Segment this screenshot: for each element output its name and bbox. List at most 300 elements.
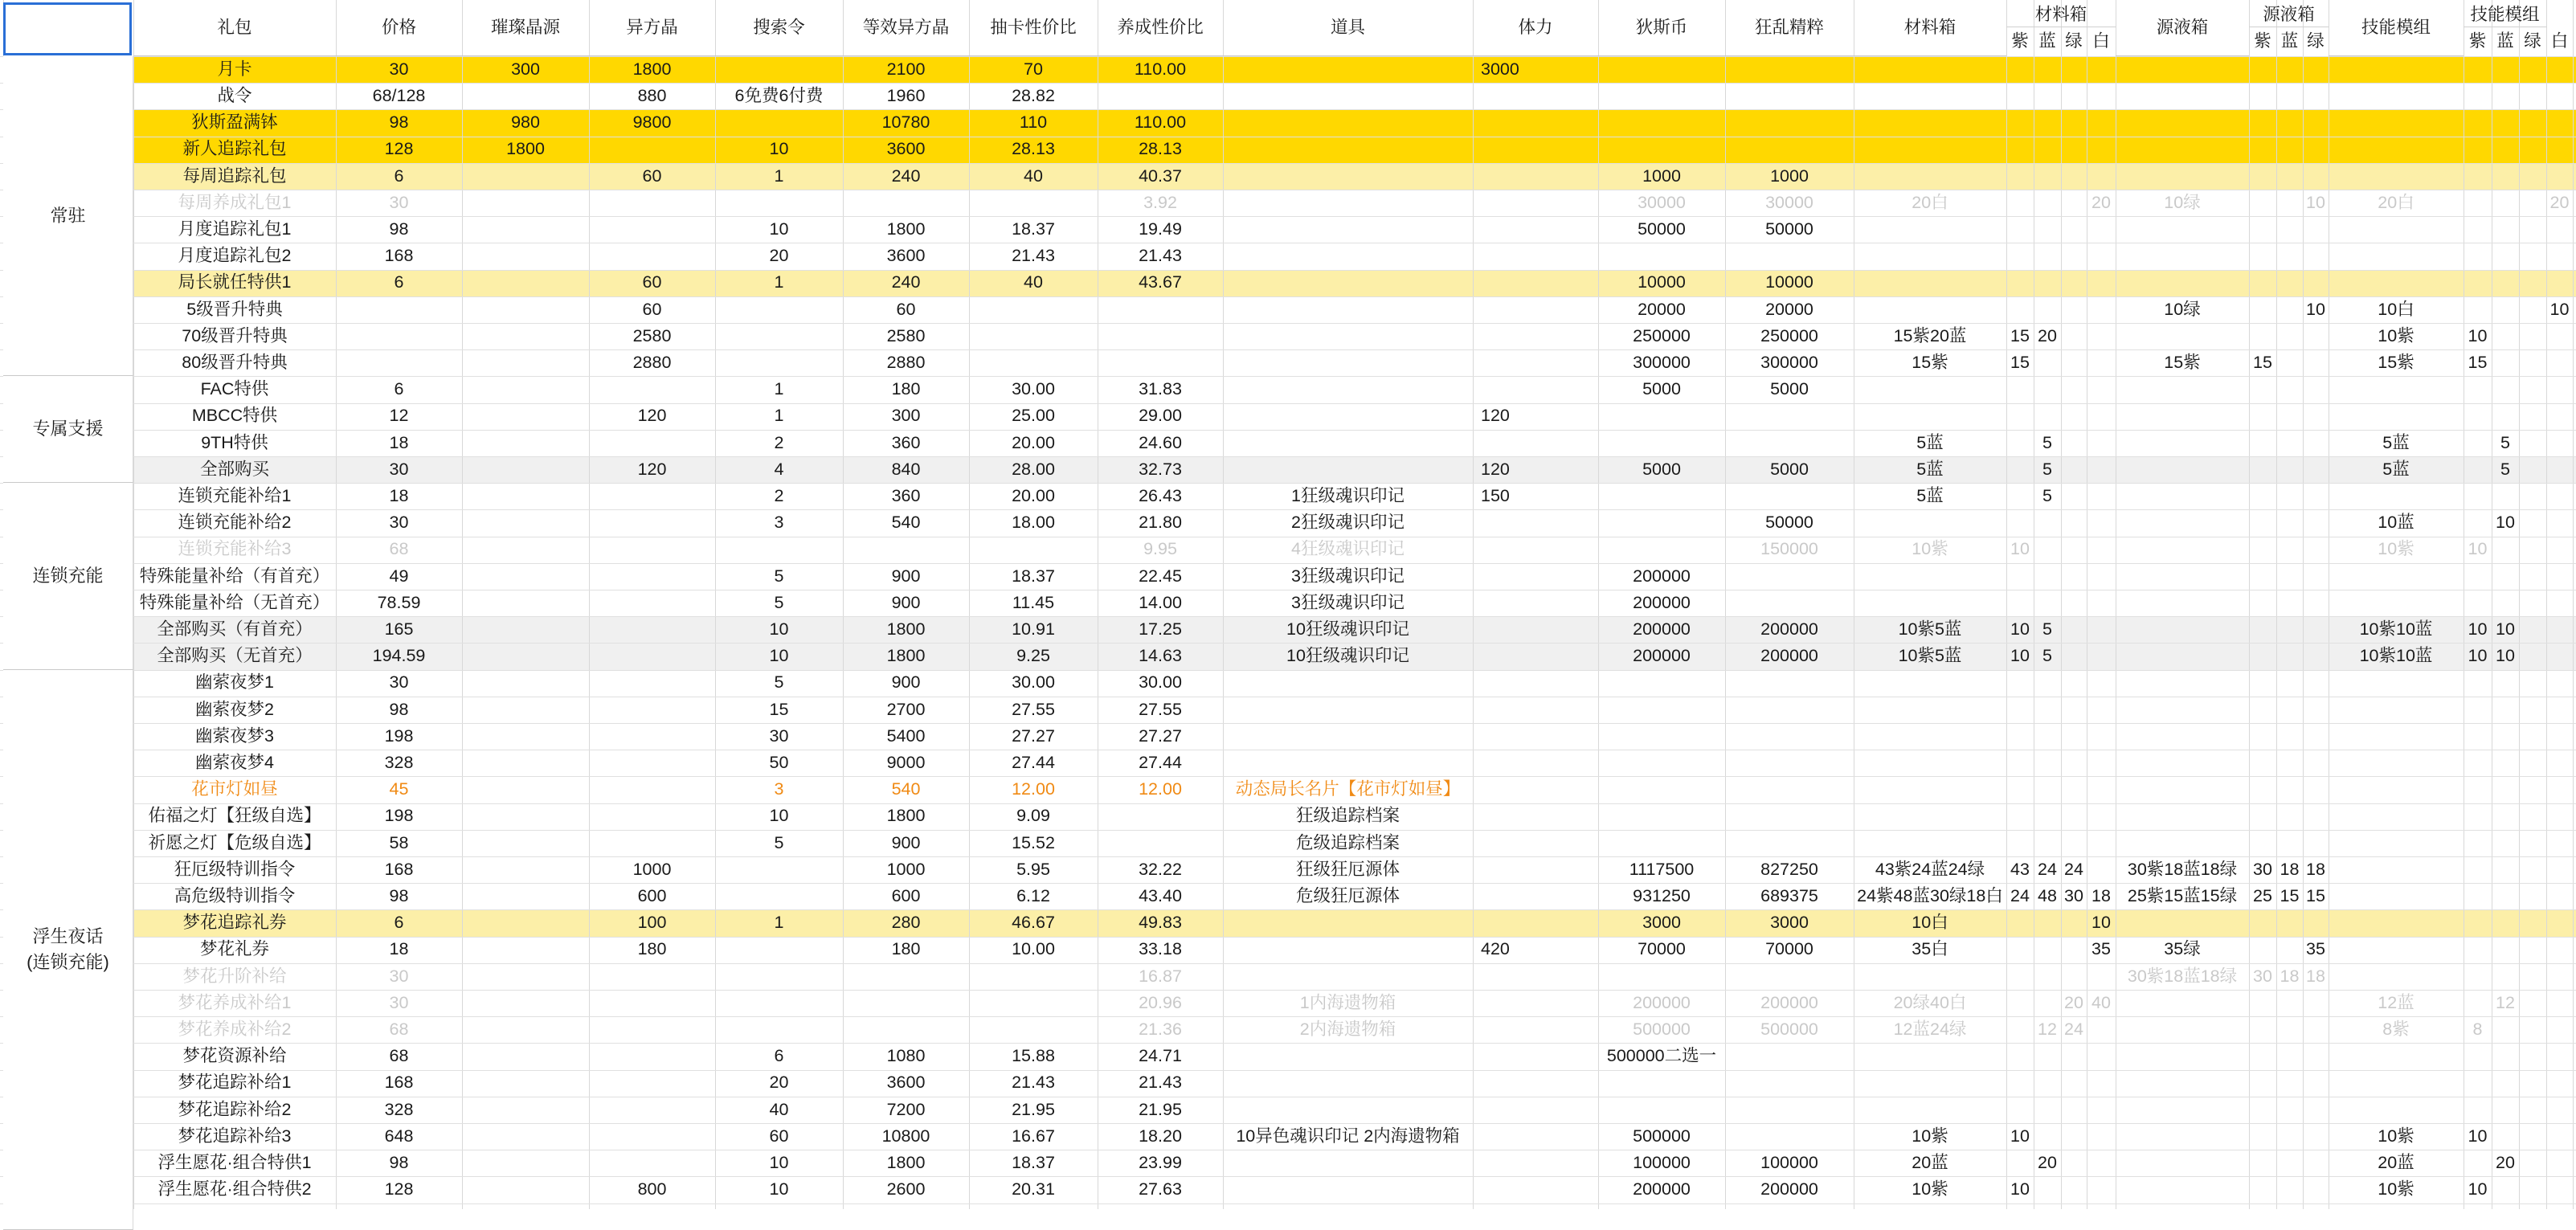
data-cell[interactable]: 98 xyxy=(389,219,409,239)
data-cell[interactable]: 15 xyxy=(769,699,789,719)
data-cell[interactable]: 300000 xyxy=(1760,352,1818,372)
row-label[interactable]: 幽萦夜梦1 xyxy=(195,672,274,693)
column-group-header[interactable]: 材料箱 xyxy=(2006,3,2116,27)
row-label[interactable]: 全部购买（无首充） xyxy=(157,646,313,666)
column-subheader[interactable]: 紫 xyxy=(2011,31,2029,51)
data-cell[interactable]: 10紫5蓝 xyxy=(1898,646,1962,666)
row-label[interactable]: 梦花追踪补给1 xyxy=(178,1073,292,1093)
data-cell[interactable]: 16.87 xyxy=(1139,966,1182,986)
data-cell[interactable]: 35 xyxy=(2091,939,2111,959)
column-header[interactable]: 价格 xyxy=(336,0,462,56)
data-cell[interactable]: 25 xyxy=(2253,885,2272,905)
column-subheader[interactable]: 蓝 xyxy=(2280,31,2299,51)
column-header[interactable]: 搜索令 xyxy=(715,0,843,56)
data-cell[interactable]: 5 xyxy=(2042,646,2052,666)
column-subheader[interactable]: 绿 xyxy=(2307,31,2325,51)
data-cell[interactable]: 动态局长名片【花市灯如昼】 xyxy=(1235,779,1461,799)
data-cell[interactable]: 10000 xyxy=(1765,272,1813,292)
data-cell[interactable]: 1 xyxy=(774,379,784,399)
data-cell[interactable]: 20 xyxy=(2549,192,2570,212)
data-cell[interactable]: 危级追踪档案 xyxy=(1295,832,1400,852)
data-cell[interactable]: 3600 xyxy=(886,246,926,266)
data-cell[interactable]: 68 xyxy=(389,539,409,559)
data-cell[interactable]: 26.43 xyxy=(1139,485,1182,505)
data-cell[interactable]: 420 xyxy=(1481,939,1510,959)
data-cell[interactable]: 43.67 xyxy=(1139,272,1182,292)
data-cell[interactable]: 200000 xyxy=(1633,566,1691,586)
data-cell[interactable]: 10.91 xyxy=(1012,619,1055,639)
data-cell[interactable]: 10狂级魂识印记 xyxy=(1286,619,1409,639)
data-cell[interactable]: 1000 xyxy=(632,859,672,879)
data-cell[interactable]: 60 xyxy=(896,299,916,319)
data-cell[interactable]: 24 xyxy=(2010,885,2030,905)
data-cell[interactable]: 18 xyxy=(389,939,409,959)
data-cell[interactable]: 19.49 xyxy=(1139,219,1182,239)
data-cell[interactable]: 43.40 xyxy=(1139,885,1182,905)
data-cell[interactable]: 50000 xyxy=(1765,219,1813,239)
data-cell[interactable]: 3000 xyxy=(1770,913,1809,933)
data-cell[interactable]: 5 xyxy=(2500,459,2510,479)
data-cell[interactable]: 28.00 xyxy=(1012,459,1055,479)
data-cell[interactable]: 880 xyxy=(637,85,667,105)
data-cell[interactable]: 200000 xyxy=(1633,646,1691,666)
data-cell[interactable]: 1800 xyxy=(886,1152,926,1172)
data-cell[interactable]: 40 xyxy=(2091,992,2111,1012)
data-cell[interactable]: 100000 xyxy=(1760,1152,1818,1172)
data-cell[interactable]: 14.00 xyxy=(1139,592,1182,612)
data-cell[interactable]: 110.00 xyxy=(1134,59,1187,79)
column-header[interactable]: 抽卡性价比 xyxy=(969,0,1098,56)
data-cell[interactable]: 1800 xyxy=(886,806,926,826)
data-cell[interactable]: 10绿 xyxy=(2164,192,2201,212)
data-cell[interactable]: 3 xyxy=(774,513,784,533)
data-cell[interactable]: 120 xyxy=(1481,459,1510,479)
data-cell[interactable]: 32.22 xyxy=(1139,859,1182,879)
data-cell[interactable]: 10紫 xyxy=(1912,1179,1948,1199)
data-cell[interactable]: 30 xyxy=(389,672,409,693)
data-cell[interactable]: 100 xyxy=(637,913,667,933)
row-label[interactable]: 梦花追踪补给2 xyxy=(178,1099,292,1119)
row-label[interactable]: 特殊能量补给（有首充） xyxy=(139,566,330,586)
data-cell[interactable]: 200000 xyxy=(1633,592,1691,612)
row-label[interactable]: 梦花追踪礼券 xyxy=(182,913,287,933)
data-cell[interactable]: 15 xyxy=(2468,352,2488,372)
column-group-header[interactable]: 技能模组 xyxy=(2464,3,2546,27)
column-subheader[interactable]: 绿 xyxy=(2065,31,2083,51)
data-cell[interactable]: 27.55 xyxy=(1012,699,1055,719)
data-cell[interactable]: 827250 xyxy=(1760,859,1818,879)
row-label[interactable]: 幽萦夜梦2 xyxy=(195,699,274,719)
data-cell[interactable]: 31.83 xyxy=(1139,379,1182,399)
data-cell[interactable]: 150 xyxy=(1481,485,1510,505)
row-label[interactable]: 浮生愿花·组合特供2 xyxy=(157,1179,312,1199)
data-cell[interactable]: 18 xyxy=(389,432,409,452)
data-cell[interactable]: 5000 xyxy=(1770,379,1809,399)
data-cell[interactable]: 5000 xyxy=(1770,459,1809,479)
data-cell[interactable]: 20 xyxy=(769,246,789,266)
column-header[interactable]: 源液箱 xyxy=(2116,0,2249,56)
data-cell[interactable]: 6 xyxy=(774,1046,784,1066)
data-cell[interactable]: 10白 xyxy=(2378,299,2414,319)
data-cell[interactable]: 1800 xyxy=(886,646,926,666)
row-label[interactable]: 月卡 xyxy=(217,59,252,79)
row-label[interactable]: 梦花养成补给1 xyxy=(178,992,292,1012)
data-cell[interactable]: 40 xyxy=(1024,272,1043,292)
column-header[interactable]: 狂乱精粹 xyxy=(1725,0,1854,56)
data-cell[interactable]: 78.59 xyxy=(377,592,421,612)
data-cell[interactable]: 1内海遗物箱 xyxy=(1299,992,1396,1012)
data-cell[interactable]: 43紫24蓝24绿 xyxy=(1875,859,1985,879)
data-cell[interactable]: 14.63 xyxy=(1139,646,1182,666)
data-cell[interactable]: 10紫10蓝 xyxy=(2359,646,2433,666)
data-cell[interactable]: 12 xyxy=(389,406,409,426)
data-cell[interactable]: 2狂级魂识印记 xyxy=(1291,513,1405,533)
data-cell[interactable]: 60 xyxy=(642,299,662,319)
data-cell[interactable]: 1狂级魂识印记 xyxy=(1291,485,1405,505)
row-label[interactable]: 新人追踪礼包 xyxy=(182,139,287,159)
data-cell[interactable]: 15 xyxy=(2010,325,2030,345)
column-subheader[interactable]: 蓝 xyxy=(2038,31,2056,51)
data-cell[interactable]: 22.45 xyxy=(1139,566,1182,586)
column-header[interactable]: 璀璨晶源 xyxy=(462,0,589,56)
data-cell[interactable]: 98 xyxy=(389,885,409,905)
data-cell[interactable]: 5 xyxy=(774,672,784,693)
data-cell[interactable]: 10 xyxy=(769,1179,789,1199)
category-cell[interactable]: 常驻 xyxy=(3,56,133,376)
data-cell[interactable]: 18 xyxy=(2280,966,2300,986)
data-cell[interactable]: 49.83 xyxy=(1139,913,1182,933)
data-cell[interactable]: 600 xyxy=(891,885,921,905)
data-cell[interactable]: 10 xyxy=(769,806,789,826)
data-cell[interactable]: 200000 xyxy=(1760,1179,1818,1199)
data-cell[interactable]: 500000 xyxy=(1633,1126,1691,1146)
column-subheader[interactable]: 绿 xyxy=(2524,31,2541,51)
column-header[interactable]: 技能模组 xyxy=(2329,0,2464,56)
data-cell[interactable]: 10紫 xyxy=(2378,1126,2414,1146)
column-subheader[interactable]: 白 xyxy=(2550,31,2569,51)
data-cell[interactable]: 500000 xyxy=(1760,1019,1818,1039)
data-cell[interactable]: 3狂级魂识印记 xyxy=(1291,592,1405,612)
data-cell[interactable]: 1117500 xyxy=(1629,859,1695,879)
data-cell[interactable]: 1800 xyxy=(506,139,545,159)
row-label[interactable]: 月度追踪礼包2 xyxy=(178,246,292,266)
data-cell[interactable]: 1800 xyxy=(886,219,926,239)
data-cell[interactable]: 168 xyxy=(384,1073,414,1093)
data-cell[interactable]: 5 xyxy=(774,566,784,586)
column-subheader[interactable]: 蓝 xyxy=(2496,31,2514,51)
data-cell[interactable]: 23.99 xyxy=(1139,1152,1182,1172)
row-label[interactable]: 幽萦夜梦4 xyxy=(195,752,274,772)
data-cell[interactable]: 40.37 xyxy=(1139,165,1182,186)
data-cell[interactable]: 30 xyxy=(389,459,409,479)
data-cell[interactable]: 98 xyxy=(389,112,409,133)
data-cell[interactable]: 2580 xyxy=(886,325,926,345)
data-cell[interactable]: 48 xyxy=(2038,885,2057,905)
data-cell[interactable]: 21.36 xyxy=(1139,1019,1182,1039)
data-cell[interactable]: 931250 xyxy=(1633,885,1691,905)
data-cell[interactable]: 250000 xyxy=(1633,325,1691,345)
data-cell[interactable]: 60 xyxy=(642,165,662,186)
data-cell[interactable]: 10紫 xyxy=(1912,1126,1948,1146)
data-cell[interactable]: 9000 xyxy=(886,752,926,772)
column-subheader[interactable]: 白 xyxy=(2092,31,2110,51)
data-cell[interactable]: 20.96 xyxy=(1139,992,1182,1012)
data-cell[interactable]: 狂级追踪档案 xyxy=(1295,806,1400,826)
row-label[interactable]: 连锁充能补给1 xyxy=(178,485,292,505)
data-cell[interactable]: 15紫 xyxy=(1912,352,1948,372)
data-cell[interactable]: 100000 xyxy=(1633,1152,1691,1172)
data-cell[interactable]: 540 xyxy=(891,513,921,533)
data-cell[interactable]: 24 xyxy=(2038,859,2057,879)
data-cell[interactable]: 900 xyxy=(891,592,921,612)
data-cell[interactable]: 10780 xyxy=(881,112,930,133)
row-label[interactable]: 全部购买（有首充） xyxy=(157,619,313,639)
category-cell[interactable]: 连锁充能 xyxy=(3,483,133,669)
row-label[interactable]: 5级晋升特典 xyxy=(186,299,283,319)
data-cell[interactable]: 1080 xyxy=(886,1046,926,1066)
data-cell[interactable]: 5000 xyxy=(1642,379,1681,399)
data-cell[interactable]: 198 xyxy=(384,725,414,746)
data-cell[interactable]: 128 xyxy=(384,139,414,159)
data-cell[interactable]: 24 xyxy=(2064,859,2083,879)
data-cell[interactable]: 98 xyxy=(389,1152,409,1172)
data-cell[interactable]: 68 xyxy=(389,1046,409,1066)
data-cell[interactable]: 1800 xyxy=(632,59,672,79)
data-cell[interactable]: 30 xyxy=(389,966,409,986)
data-cell[interactable]: 20.00 xyxy=(1012,432,1055,452)
data-cell[interactable]: 540 xyxy=(891,779,921,799)
data-cell[interactable]: 3.92 xyxy=(1143,192,1177,212)
data-cell[interactable]: 2600 xyxy=(886,1179,926,1199)
data-cell[interactable]: 200000 xyxy=(1633,619,1691,639)
row-label[interactable]: 花市灯如昼 xyxy=(191,779,278,799)
data-cell[interactable]: 20 xyxy=(2038,325,2057,345)
data-cell[interactable]: 360 xyxy=(891,432,921,452)
data-cell[interactable]: 12蓝 xyxy=(2378,992,2414,1012)
data-cell[interactable]: 10 xyxy=(2306,192,2325,212)
data-cell[interactable]: 360 xyxy=(891,485,921,505)
data-cell[interactable]: 10800 xyxy=(881,1126,930,1146)
data-cell[interactable]: 120 xyxy=(637,459,667,479)
data-cell[interactable]: 30.00 xyxy=(1139,672,1182,693)
data-cell[interactable]: 20白 xyxy=(2378,192,2414,212)
data-cell[interactable]: 2580 xyxy=(632,325,672,345)
data-cell[interactable]: 4狂级魂识印记 xyxy=(1291,539,1405,559)
data-cell[interactable]: 840 xyxy=(891,459,921,479)
data-cell[interactable]: 60 xyxy=(769,1126,789,1146)
row-label[interactable]: 特殊能量补给（无首充） xyxy=(139,592,330,612)
data-cell[interactable]: 5蓝 xyxy=(2382,432,2410,452)
data-cell[interactable]: 10 xyxy=(2468,1126,2488,1146)
data-cell[interactable]: 15 xyxy=(2306,885,2325,905)
data-cell[interactable]: 328 xyxy=(384,1099,414,1119)
data-cell[interactable]: 10000 xyxy=(1638,272,1686,292)
data-cell[interactable]: 24.71 xyxy=(1139,1046,1182,1066)
data-cell[interactable]: 11.45 xyxy=(1012,592,1055,612)
data-cell[interactable]: 1 xyxy=(774,272,784,292)
data-cell[interactable]: 12蓝24绿 xyxy=(1893,1019,1967,1039)
data-cell[interactable]: 12.00 xyxy=(1139,779,1182,799)
data-cell[interactable]: 10紫 xyxy=(2378,325,2414,345)
data-cell[interactable]: 648 xyxy=(384,1126,414,1146)
data-cell[interactable]: 200000 xyxy=(1633,1179,1691,1199)
data-cell[interactable]: 21.43 xyxy=(1012,246,1055,266)
data-cell[interactable]: 3600 xyxy=(886,1073,926,1093)
data-cell[interactable]: 1000 xyxy=(1770,165,1809,186)
data-cell[interactable]: 5 xyxy=(2042,619,2052,639)
data-cell[interactable]: 6 xyxy=(394,165,404,186)
data-cell[interactable]: 2100 xyxy=(886,59,926,79)
data-cell[interactable]: 165 xyxy=(384,619,414,639)
data-cell[interactable]: 30 xyxy=(769,725,789,746)
data-cell[interactable]: 30000 xyxy=(1638,192,1686,212)
data-cell[interactable]: 280 xyxy=(891,913,921,933)
row-label[interactable]: 狄斯盈满钵 xyxy=(191,112,278,133)
data-cell[interactable]: 20绿40白 xyxy=(1893,992,1967,1012)
data-cell[interactable]: 200000 xyxy=(1633,992,1691,1012)
data-cell[interactable]: 500000 xyxy=(1633,1019,1691,1039)
data-cell[interactable]: 10紫 xyxy=(2378,1179,2414,1199)
data-cell[interactable]: 20 xyxy=(769,1073,789,1093)
data-cell[interactable]: 15紫20蓝 xyxy=(1893,325,1967,345)
data-cell[interactable]: 50 xyxy=(769,752,789,772)
data-cell[interactable]: 5蓝 xyxy=(1916,432,1944,452)
data-cell[interactable]: 10紫5蓝 xyxy=(1898,619,1962,639)
data-cell[interactable]: 20000 xyxy=(1765,299,1813,319)
data-cell[interactable]: 20 xyxy=(2091,192,2111,212)
data-cell[interactable]: 27.27 xyxy=(1139,725,1182,746)
row-label[interactable]: 佑福之灯【狂级自选】 xyxy=(148,806,321,826)
data-cell[interactable]: 10.00 xyxy=(1012,939,1055,959)
row-label[interactable]: 梦花追踪补给3 xyxy=(178,1126,292,1146)
column-header[interactable]: 材料箱 xyxy=(1854,0,2006,56)
data-cell[interactable]: 15 xyxy=(2280,885,2300,905)
data-cell[interactable]: 9.25 xyxy=(1016,646,1050,666)
data-cell[interactable]: 40 xyxy=(1024,165,1043,186)
data-cell[interactable]: 15 xyxy=(2010,352,2030,372)
row-label[interactable]: 月度追踪礼包1 xyxy=(178,219,292,239)
data-cell[interactable]: 6.12 xyxy=(1016,885,1050,905)
data-cell[interactable]: 20 xyxy=(2038,1152,2057,1172)
data-cell[interactable]: 15紫 xyxy=(2164,352,2201,372)
row-label[interactable]: 全部购买 xyxy=(199,459,269,479)
row-label[interactable]: 战令 xyxy=(217,85,252,105)
data-cell[interactable]: 10 xyxy=(2010,1179,2030,1199)
data-cell[interactable]: 10 xyxy=(2010,619,2030,639)
row-label[interactable]: 80级晋升特典 xyxy=(182,352,288,372)
data-cell[interactable]: 128 xyxy=(384,1179,414,1199)
data-cell[interactable]: 198 xyxy=(384,806,414,826)
data-cell[interactable]: 25紫15蓝15绿 xyxy=(2127,885,2238,905)
data-cell[interactable]: 120 xyxy=(1481,406,1510,426)
data-cell[interactable]: 10 xyxy=(2010,539,2030,559)
data-cell[interactable]: 50000 xyxy=(1638,219,1686,239)
data-cell[interactable]: 10 xyxy=(2468,325,2488,345)
data-cell[interactable]: 10 xyxy=(2091,913,2111,933)
data-cell[interactable]: 800 xyxy=(637,1179,667,1199)
data-cell[interactable]: 68 xyxy=(389,1019,409,1039)
row-label[interactable]: 梦花礼券 xyxy=(199,939,269,959)
data-cell[interactable]: 49 xyxy=(389,566,409,586)
row-label[interactable]: 9TH特供 xyxy=(201,432,268,452)
data-cell[interactable]: 5400 xyxy=(886,725,926,746)
data-cell[interactable]: 10 xyxy=(769,619,789,639)
data-cell[interactable]: 2880 xyxy=(632,352,672,372)
category-cell[interactable]: 专属支援 xyxy=(3,376,133,483)
data-cell[interactable]: 110 xyxy=(1019,112,1048,133)
data-cell[interactable]: 70000 xyxy=(1638,939,1686,959)
data-cell[interactable]: 70 xyxy=(1024,59,1043,79)
data-cell[interactable]: 21.80 xyxy=(1139,513,1182,533)
data-cell[interactable]: 1 xyxy=(774,406,784,426)
data-cell[interactable]: 2 xyxy=(774,485,784,505)
data-cell[interactable]: 168 xyxy=(384,246,414,266)
data-cell[interactable]: 980 xyxy=(511,112,540,133)
data-cell[interactable]: 30 xyxy=(2253,859,2272,879)
data-cell[interactable]: 5 xyxy=(774,592,784,612)
data-cell[interactable]: 1000 xyxy=(1642,165,1681,186)
data-cell[interactable]: 3000 xyxy=(1642,913,1681,933)
data-cell[interactable]: 35绿 xyxy=(2164,939,2201,959)
data-cell[interactable]: 1960 xyxy=(886,85,926,105)
data-cell[interactable]: 27.63 xyxy=(1139,1179,1182,1199)
data-cell[interactable]: 27.55 xyxy=(1139,699,1182,719)
data-cell[interactable]: 10 xyxy=(2010,1126,2030,1146)
data-cell[interactable]: 689375 xyxy=(1760,885,1818,905)
data-cell[interactable]: 60 xyxy=(642,272,662,292)
data-cell[interactable]: 10蓝 xyxy=(2378,513,2414,533)
data-cell[interactable]: 98 xyxy=(389,699,409,719)
data-cell[interactable]: 5.95 xyxy=(1016,859,1050,879)
data-cell[interactable]: 2880 xyxy=(886,352,926,372)
data-cell[interactable]: 30 xyxy=(389,59,409,79)
data-cell[interactable]: 500000二选一 xyxy=(1606,1046,1717,1066)
row-label[interactable]: 幽萦夜梦3 xyxy=(195,725,274,746)
data-cell[interactable]: 3000 xyxy=(1481,59,1519,79)
data-cell[interactable]: 18.37 xyxy=(1012,566,1055,586)
data-cell[interactable]: 32.73 xyxy=(1139,459,1182,479)
data-cell[interactable]: 150000 xyxy=(1760,539,1818,559)
data-cell[interactable]: 10 xyxy=(2306,299,2325,319)
data-cell[interactable]: 5 xyxy=(2042,432,2052,452)
data-cell[interactable]: 300 xyxy=(511,59,540,79)
data-cell[interactable]: 15.52 xyxy=(1012,832,1055,852)
data-cell[interactable]: 200000 xyxy=(1760,646,1818,666)
data-cell[interactable]: 10 xyxy=(769,139,789,159)
column-header[interactable]: 礼包 xyxy=(133,0,336,56)
data-cell[interactable]: 狂级狂厄源体 xyxy=(1295,859,1400,879)
data-cell[interactable]: 21.43 xyxy=(1139,246,1182,266)
data-cell[interactable]: 17.25 xyxy=(1139,619,1182,639)
column-header[interactable]: 体力 xyxy=(1473,0,1598,56)
row-label[interactable]: 梦花升阶补给 xyxy=(182,966,287,986)
data-cell[interactable]: 6 xyxy=(394,913,404,933)
data-cell[interactable]: 1 xyxy=(774,165,784,186)
data-cell[interactable]: 180 xyxy=(891,939,921,959)
data-cell[interactable]: 30 xyxy=(389,992,409,1012)
data-cell[interactable]: 900 xyxy=(891,832,921,852)
data-cell[interactable]: 10 xyxy=(2468,619,2488,639)
data-cell[interactable]: 10 xyxy=(2496,646,2515,666)
data-cell[interactable]: 1000 xyxy=(886,859,926,879)
row-label[interactable]: 浮生愿花·组合特供1 xyxy=(157,1152,312,1172)
data-cell[interactable]: 10白 xyxy=(1912,913,1948,933)
data-cell[interactable]: 10紫10蓝 xyxy=(2359,619,2433,639)
data-cell[interactable]: 9.09 xyxy=(1016,806,1050,826)
data-cell[interactable]: 194.59 xyxy=(372,646,426,666)
data-cell[interactable]: 5蓝 xyxy=(1916,459,1944,479)
data-cell[interactable]: 28.82 xyxy=(1012,85,1055,105)
